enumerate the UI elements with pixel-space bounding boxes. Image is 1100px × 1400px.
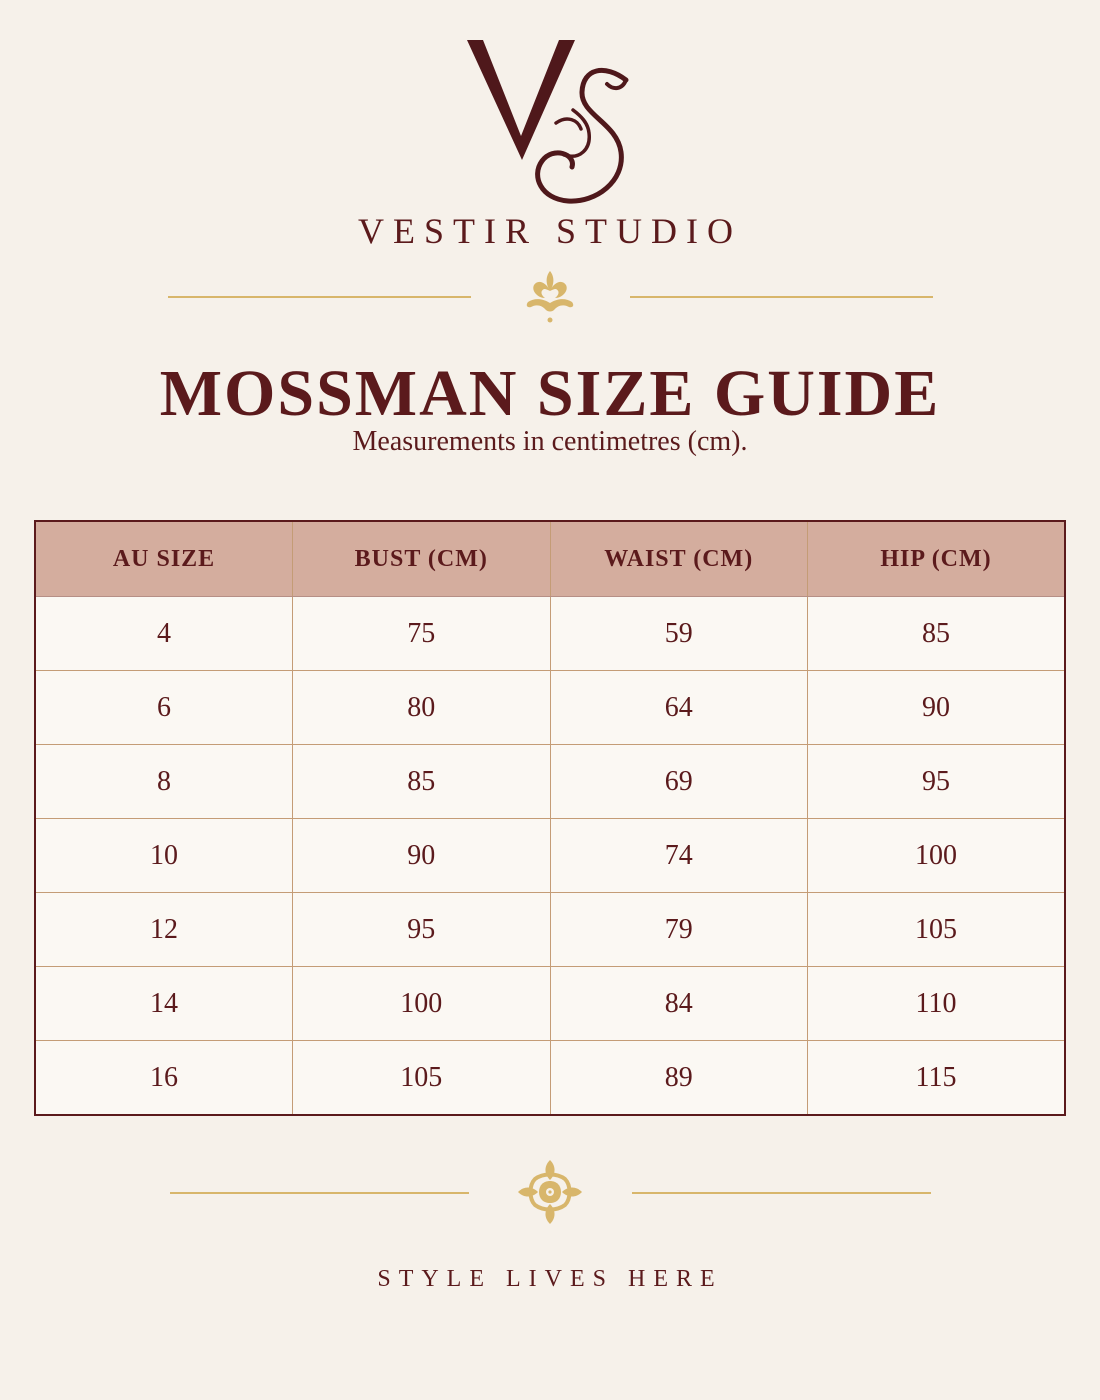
table-row — [35, 671, 1065, 745]
cell-bust: 100 — [293, 967, 551, 1041]
cell-au-size: 8 — [35, 745, 293, 819]
table-row — [35, 1041, 1065, 1116]
tagline: STYLE LIVES HERE — [377, 1266, 723, 1292]
floral-medallion-icon — [515, 1157, 585, 1227]
cell-au-size: 6 — [35, 671, 293, 745]
cell-hip: 100 — [808, 819, 1066, 893]
cell-au-size: 10 — [35, 819, 293, 893]
cell-au-size: 4 — [35, 597, 293, 671]
cell-hip: 115 — [808, 1041, 1066, 1116]
bottom-divider-right — [632, 1192, 931, 1194]
cell-bust: 80 — [293, 671, 551, 745]
table-header — [35, 521, 1065, 597]
fleur-ornament-icon — [520, 267, 580, 327]
page-title: MOSSMAN SIZE GUIDE — [159, 357, 941, 430]
cell-waist: 59 — [550, 597, 808, 671]
table-row — [35, 819, 1065, 893]
cell-hip: 90 — [808, 671, 1066, 745]
cell-waist: 69 — [550, 745, 808, 819]
header-au-size: AU SIZE — [35, 521, 293, 597]
cell-au-size: 14 — [35, 967, 293, 1041]
table-header-row — [35, 521, 1065, 597]
cell-bust: 95 — [293, 893, 551, 967]
table-body — [35, 597, 1065, 1116]
cell-au-size: 16 — [35, 1041, 293, 1116]
cell-waist: 74 — [550, 819, 808, 893]
table-row — [35, 745, 1065, 819]
cell-hip: 110 — [808, 967, 1066, 1041]
cell-hip: 85 — [808, 597, 1066, 671]
table-row — [35, 967, 1065, 1041]
size-guide-table — [34, 520, 1066, 1116]
cell-hip: 95 — [808, 745, 1066, 819]
header-hip: HIP (CM) — [808, 521, 1066, 597]
cell-waist: 84 — [550, 967, 808, 1041]
table-row — [35, 893, 1065, 967]
cell-bust: 105 — [293, 1041, 551, 1116]
cell-au-size: 12 — [35, 893, 293, 967]
brand-name: VESTIR STUDIO — [358, 211, 742, 251]
cell-hip: 105 — [808, 893, 1066, 967]
cell-waist: 79 — [550, 893, 808, 967]
bottom-divider-left — [170, 1192, 469, 1194]
cell-waist: 89 — [550, 1041, 808, 1116]
vs-monogram-logo — [455, 28, 645, 208]
top-divider-right — [630, 296, 933, 298]
table-row — [35, 597, 1065, 671]
header-bust: BUST (CM) — [293, 521, 551, 597]
cell-bust: 75 — [293, 597, 551, 671]
cell-waist: 64 — [550, 671, 808, 745]
cell-bust: 90 — [293, 819, 551, 893]
page-subtitle: Measurements in centimetres (cm). — [352, 426, 748, 457]
brand-logo — [0, 20, 1100, 210]
top-divider-left — [168, 296, 471, 298]
cell-bust: 85 — [293, 745, 551, 819]
header-waist: WAIST (CM) — [550, 521, 808, 597]
